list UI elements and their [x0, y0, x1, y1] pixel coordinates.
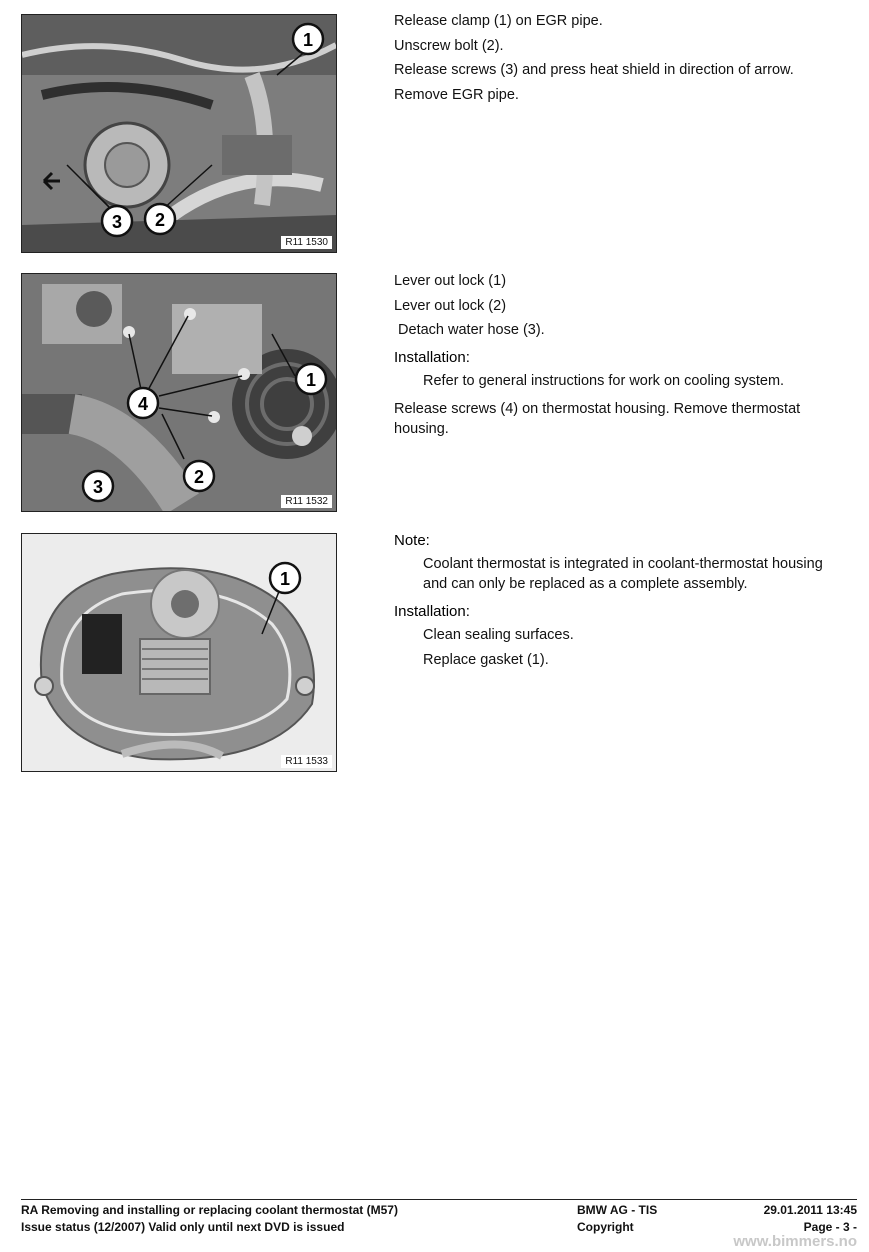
- figure-egr-pipe: [21, 14, 337, 253]
- footer-issue: Issue status (12/2007) Valid only until next DVD is issued: [21, 1220, 345, 1234]
- step-text: Lever out lock (1): [394, 273, 507, 289]
- engine-photo-egr: [22, 15, 336, 252]
- installation-heading: Installation:: [394, 603, 470, 620]
- callout-3: [83, 471, 113, 501]
- note-heading: Note:: [394, 532, 430, 549]
- figure-code: R11 1533: [281, 755, 332, 768]
- steps-thermostat: [394, 531, 844, 674]
- callout-4: [128, 388, 158, 418]
- footer-title: RA Removing and installing or replacing coolant thermostat (M57): [21, 1203, 398, 1217]
- footer-publisher: BMW AG - TIS: [577, 1203, 658, 1217]
- installation-heading: Installation:: [394, 349, 470, 366]
- thermostat-photo: [22, 534, 336, 771]
- step-text: Detach water hose (3).: [394, 322, 545, 338]
- step-text: Release screws (4) on thermostat housing. Remove thermostat housing.: [394, 401, 801, 437]
- figure-code: R11 1530: [281, 236, 332, 249]
- footer-datetime: 29.01.2011 13:45: [763, 1203, 857, 1217]
- step-text: Unscrew bolt (2).: [394, 37, 504, 54]
- note-text: Coolant thermostat is integrated in coolant-thermostat housing and can only be replaced as a complete assembly.: [423, 556, 823, 592]
- callout-3: [102, 206, 132, 236]
- engine-photo-hoses: [22, 274, 336, 511]
- svg-text:2: 2: [154, 210, 166, 230]
- callout-2: [184, 461, 214, 491]
- svg-text:4: 4: [137, 394, 149, 414]
- callout-1: [293, 24, 323, 54]
- page-footer: [21, 1199, 857, 1234]
- step-text: Remove EGR pipe.: [394, 86, 519, 103]
- figure-thermostat: [21, 533, 337, 772]
- footer-copyright: Copyright: [577, 1220, 634, 1234]
- callout-1: [296, 364, 326, 394]
- svg-text:1: 1: [305, 370, 317, 390]
- steps-egr: [394, 11, 844, 109]
- svg-text:3: 3: [111, 212, 123, 232]
- steps-hose: [394, 271, 844, 444]
- installation-text: Refer to general instructions for work on cooling system.: [423, 373, 785, 389]
- installation-step: Replace gasket (1).: [423, 651, 549, 668]
- installation-step: Clean sealing surfaces.: [423, 627, 574, 643]
- svg-text:2: 2: [193, 467, 205, 487]
- footer-page-number: Page - 3 -: [803, 1220, 857, 1234]
- step-text: Lever out lock (2): [394, 297, 507, 314]
- svg-text:1: 1: [279, 569, 291, 589]
- step-text: Release clamp (1) on EGR pipe.: [394, 13, 603, 29]
- figure-water-hose: [21, 273, 337, 512]
- svg-text:1: 1: [302, 30, 314, 50]
- figure-code: R11 1532: [281, 495, 332, 508]
- callout-2: [145, 204, 175, 234]
- svg-text:3: 3: [92, 477, 104, 497]
- watermark: www.bimmers.no: [733, 1233, 857, 1250]
- step-text: Release screws (3) and press heat shield in direction of arrow.: [394, 62, 794, 78]
- callout-1: [270, 563, 300, 593]
